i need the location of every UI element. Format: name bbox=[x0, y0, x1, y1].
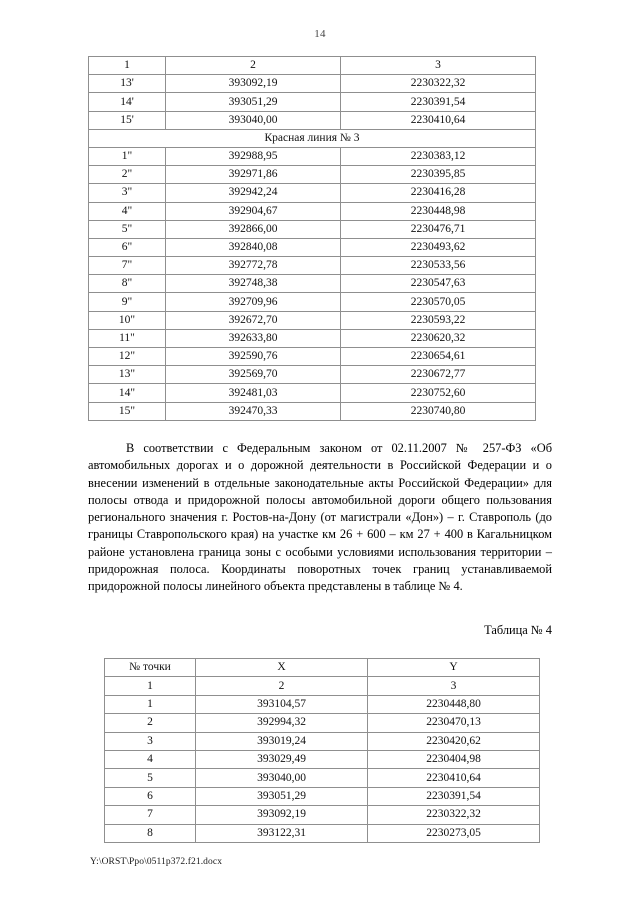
x-coordinate-cell: 393029,49 bbox=[196, 750, 368, 768]
point-number-cell: 4" bbox=[89, 202, 166, 220]
y-coordinate-cell: 2230395,85 bbox=[341, 166, 536, 184]
table-row bbox=[89, 293, 536, 311]
table-header-row bbox=[105, 659, 540, 677]
x-coordinate-cell: 392481,03 bbox=[166, 384, 341, 402]
table-row bbox=[89, 366, 536, 384]
y-coordinate-cell: 2230448,98 bbox=[341, 202, 536, 220]
body-paragraph: В соответствии с Федеральным законом от 02.11.2007 № 257-ФЗ «Об автомобильных дорогах и о дорожной деятельности в Российской Федерации и о внесении изменений в отдельные законодательные акты Российской Федерации» для полосы отвода и придорожной полосы автомобильной дороги общего пользования регионального значения г. Ростов-на-Дону (от магистрали «Дон») – г. Ставрополь (до границы Ставропольского края) на участке км 26 + 600 – км 27 + 400 в Кагальницком районе установлена граница зоны с особыми условиями использования территории – придорожная полоса. Координаты поворотных точек границ устанавливаемой придорожной полосы линейного объекта представлены в таблице № 4. bbox=[88, 441, 552, 594]
x-coordinate-cell: 393122,31 bbox=[196, 824, 368, 842]
point-number-cell: 15" bbox=[89, 402, 166, 420]
point-number-cell: 13' bbox=[89, 75, 166, 93]
y-coordinate-cell: 2230533,56 bbox=[341, 257, 536, 275]
x-coordinate-cell: 393092,19 bbox=[166, 75, 341, 93]
column-number-cell: 3 bbox=[341, 57, 536, 75]
y-coordinate-cell: 2230383,12 bbox=[341, 147, 536, 165]
table-row bbox=[89, 166, 536, 184]
column-number-row bbox=[105, 677, 540, 695]
table-row bbox=[89, 311, 536, 329]
table-row bbox=[105, 769, 540, 787]
point-number-cell: 2" bbox=[89, 166, 166, 184]
point-number-cell: 4 bbox=[105, 750, 196, 768]
x-coordinate-cell: 393092,19 bbox=[196, 806, 368, 824]
x-coordinate-cell: 392971,86 bbox=[166, 166, 341, 184]
y-coordinate-cell: 2230322,32 bbox=[341, 75, 536, 93]
point-number-cell: 6 bbox=[105, 787, 196, 805]
table-row bbox=[89, 348, 536, 366]
y-coordinate-cell: 2230493,62 bbox=[341, 238, 536, 256]
point-number-cell: 7" bbox=[89, 257, 166, 275]
column-header-cell: № точки bbox=[105, 659, 196, 677]
point-number-cell: 5" bbox=[89, 220, 166, 238]
x-coordinate-cell: 392988,95 bbox=[166, 147, 341, 165]
y-coordinate-cell: 2230593,22 bbox=[341, 311, 536, 329]
column-number-cell: 2 bbox=[196, 677, 368, 695]
column-header-cell: Y bbox=[368, 659, 540, 677]
point-number-cell: 8" bbox=[89, 275, 166, 293]
point-number-cell: 10" bbox=[89, 311, 166, 329]
section-label-cell: Красная линия № 3 bbox=[89, 129, 536, 147]
y-coordinate-cell: 2230547,63 bbox=[341, 275, 536, 293]
table-row bbox=[89, 93, 536, 111]
y-coordinate-cell: 2230740,80 bbox=[341, 402, 536, 420]
column-header-cell: X bbox=[196, 659, 368, 677]
x-coordinate-cell: 392840,08 bbox=[166, 238, 341, 256]
point-number-cell: 13" bbox=[89, 366, 166, 384]
section-label-row bbox=[89, 129, 536, 147]
y-coordinate-cell: 2230404,98 bbox=[368, 750, 540, 768]
x-coordinate-cell: 392942,24 bbox=[166, 184, 341, 202]
point-number-cell: 11" bbox=[89, 329, 166, 347]
table-row bbox=[89, 147, 536, 165]
table-row bbox=[105, 824, 540, 842]
y-coordinate-cell: 2230391,54 bbox=[341, 93, 536, 111]
x-coordinate-cell: 392709,96 bbox=[166, 293, 341, 311]
x-coordinate-cell: 393019,24 bbox=[196, 732, 368, 750]
table-row bbox=[105, 714, 540, 732]
table-4-caption: Таблица № 4 bbox=[484, 623, 552, 637]
table-row bbox=[89, 202, 536, 220]
table-row bbox=[105, 806, 540, 824]
y-coordinate-cell: 2230470,13 bbox=[368, 714, 540, 732]
y-coordinate-cell: 2230410,64 bbox=[341, 111, 536, 129]
point-number-cell: 1" bbox=[89, 147, 166, 165]
point-number-cell: 15' bbox=[89, 111, 166, 129]
point-number-cell: 3 bbox=[105, 732, 196, 750]
point-number-cell: 9" bbox=[89, 293, 166, 311]
point-number-cell: 12" bbox=[89, 348, 166, 366]
x-coordinate-cell: 393040,00 bbox=[166, 111, 341, 129]
coordinates-table-continued bbox=[88, 56, 536, 421]
table-row bbox=[89, 184, 536, 202]
table-row bbox=[89, 329, 536, 347]
point-number-cell: 14' bbox=[89, 93, 166, 111]
y-coordinate-cell: 2230322,32 bbox=[368, 806, 540, 824]
y-coordinate-cell: 2230620,32 bbox=[341, 329, 536, 347]
x-coordinate-cell: 392633,80 bbox=[166, 329, 341, 347]
coordinates-table-4 bbox=[104, 658, 540, 843]
point-number-cell: 6" bbox=[89, 238, 166, 256]
footer-file-path: Y:\ORST\Ppo\0511p372.f21.docx bbox=[90, 857, 223, 867]
table-row bbox=[89, 275, 536, 293]
table-row bbox=[89, 238, 536, 256]
table-row bbox=[105, 750, 540, 768]
table-row bbox=[105, 732, 540, 750]
column-number-cell: 1 bbox=[105, 677, 196, 695]
x-coordinate-cell: 393051,29 bbox=[166, 93, 341, 111]
y-coordinate-cell: 2230416,28 bbox=[341, 184, 536, 202]
y-coordinate-cell: 2230476,71 bbox=[341, 220, 536, 238]
coordinates-table-continued-container bbox=[88, 56, 536, 421]
x-coordinate-cell: 393040,00 bbox=[196, 769, 368, 787]
table-row bbox=[89, 402, 536, 420]
point-number-cell: 3" bbox=[89, 184, 166, 202]
page-number: 14 bbox=[314, 28, 326, 40]
table-row bbox=[89, 220, 536, 238]
column-number-cell: 1 bbox=[89, 57, 166, 75]
y-coordinate-cell: 2230448,80 bbox=[368, 695, 540, 713]
point-number-cell: 14" bbox=[89, 384, 166, 402]
table-row bbox=[105, 787, 540, 805]
x-coordinate-cell: 392672,70 bbox=[166, 311, 341, 329]
y-coordinate-cell: 2230672,77 bbox=[341, 366, 536, 384]
x-coordinate-cell: 392590,76 bbox=[166, 348, 341, 366]
x-coordinate-cell: 392904,67 bbox=[166, 202, 341, 220]
x-coordinate-cell: 392569,70 bbox=[166, 366, 341, 384]
point-number-cell: 8 bbox=[105, 824, 196, 842]
table-row bbox=[89, 111, 536, 129]
table-header-row bbox=[89, 57, 536, 75]
x-coordinate-cell: 392470,33 bbox=[166, 402, 341, 420]
x-coordinate-cell: 392748,38 bbox=[166, 275, 341, 293]
y-coordinate-cell: 2230420,62 bbox=[368, 732, 540, 750]
x-coordinate-cell: 392994,32 bbox=[196, 714, 368, 732]
y-coordinate-cell: 2230273,05 bbox=[368, 824, 540, 842]
y-coordinate-cell: 2230570,05 bbox=[341, 293, 536, 311]
x-coordinate-cell: 393051,29 bbox=[196, 787, 368, 805]
column-number-cell: 3 bbox=[368, 677, 540, 695]
y-coordinate-cell: 2230410,64 bbox=[368, 769, 540, 787]
table-row bbox=[89, 257, 536, 275]
y-coordinate-cell: 2230391,54 bbox=[368, 787, 540, 805]
x-coordinate-cell: 392866,00 bbox=[166, 220, 341, 238]
x-coordinate-cell: 392772,78 bbox=[166, 257, 341, 275]
point-number-cell: 1 bbox=[105, 695, 196, 713]
point-number-cell: 5 bbox=[105, 769, 196, 787]
table-row bbox=[89, 384, 536, 402]
x-coordinate-cell: 393104,57 bbox=[196, 695, 368, 713]
coordinates-table-4-container bbox=[104, 658, 540, 843]
point-number-cell: 7 bbox=[105, 806, 196, 824]
table-row bbox=[89, 75, 536, 93]
y-coordinate-cell: 2230654,61 bbox=[341, 348, 536, 366]
y-coordinate-cell: 2230752,60 bbox=[341, 384, 536, 402]
column-number-cell: 2 bbox=[166, 57, 341, 75]
table-row bbox=[105, 695, 540, 713]
point-number-cell: 2 bbox=[105, 714, 196, 732]
